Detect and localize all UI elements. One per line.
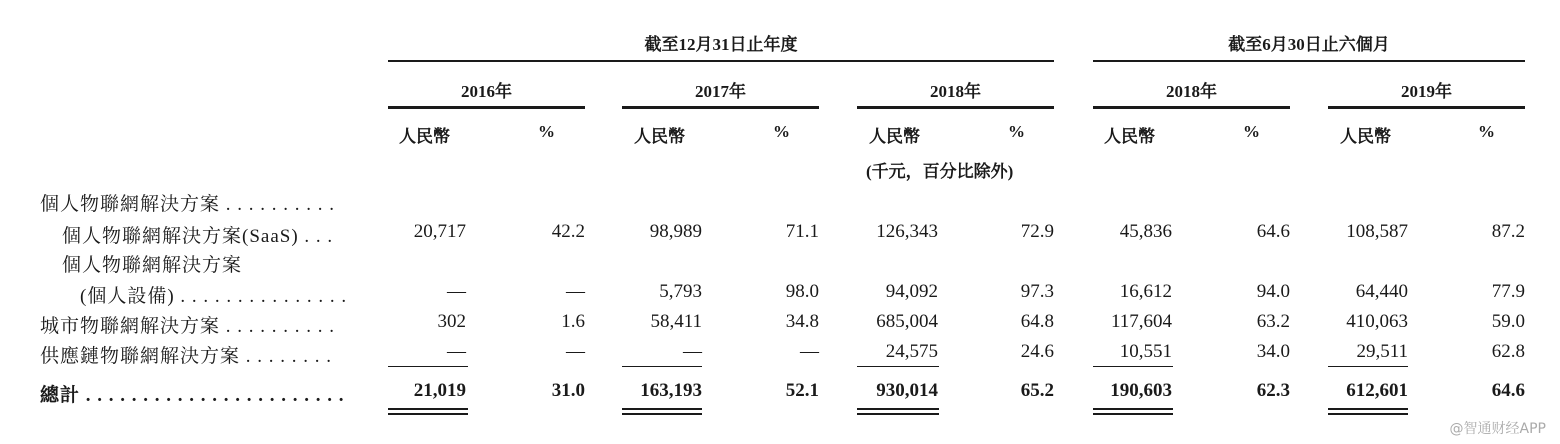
unit-note: (千元，百分比除外) (866, 162, 1014, 181)
col-rmb-2018: 人民幣 (869, 127, 920, 146)
cell-devices-2019h1-pct: 77.9 (1491, 281, 1525, 302)
row-label-personal-iot-devices-line2: (個人設備) . . . . . . . . . . . . . . . (80, 286, 348, 307)
total-double-rule-2016-b (388, 413, 468, 415)
cell-devices-2018-rmb: 94,092 (885, 281, 938, 302)
year-header-2018-h1: 2018年 (1166, 82, 1217, 101)
cell-city-2017-rmb: 58,411 (650, 311, 702, 332)
cell-saas-2018-rmb: 126,343 (876, 221, 938, 242)
year-header-2018: 2018年 (930, 82, 981, 101)
row-label-personal-iot-devices-line1: 個人物聯網解決方案 (62, 255, 243, 276)
cell-saas-2018-pct: 72.9 (1020, 221, 1054, 242)
cell-total-2018h1-pct: 62.3 (1256, 380, 1290, 401)
cell-total-2018-rmb: 930,014 (876, 380, 938, 401)
year-rule-2018 (857, 106, 1054, 109)
cell-supply-2019h1-rmb: 29,511 (1356, 341, 1408, 362)
cell-total-2018h1-rmb: 190,603 (1110, 380, 1172, 401)
cell-saas-2018h1-pct: 64.6 (1256, 221, 1290, 242)
cell-total-2016-rmb: 21,019 (413, 380, 466, 401)
year-header-2017: 2017年 (695, 82, 746, 101)
cell-saas-2018h1-rmb: 45,836 (1119, 221, 1172, 242)
subtotal-rule-2016 (388, 366, 468, 367)
subtotal-rule-2018-h1 (1093, 366, 1173, 367)
year-rule-2017 (622, 106, 819, 109)
row-label-total: 總計 . . . . . . . . . . . . . . . . . . . . . . . (40, 385, 345, 406)
row-label-city-iot: 城市物聯網解決方案 . . . . . . . . . . (40, 316, 336, 337)
subtotal-rule-2018 (857, 366, 939, 367)
cell-city-2018-pct: 64.8 (1020, 311, 1054, 332)
cell-supply-2018-rmb: 24,575 (885, 341, 938, 362)
cell-city-2019h1-rmb: 410,063 (1346, 311, 1408, 332)
total-double-rule-2017-a (622, 408, 702, 410)
cell-saas-2016-rmb: 20,717 (413, 221, 466, 242)
cell-city-2018h1-pct: 63.2 (1256, 311, 1290, 332)
col-pct-2018-h1: % (1243, 122, 1260, 141)
cell-saas-2019h1-rmb: 108,587 (1346, 221, 1408, 242)
col-rmb-2017: 人民幣 (634, 127, 685, 146)
cell-supply-2018-pct: 24.6 (1020, 341, 1054, 362)
total-double-rule-2018-b (857, 413, 939, 415)
cell-city-2019h1-pct: 59.0 (1491, 311, 1525, 332)
year-header-2019-h1: 2019年 (1401, 82, 1452, 101)
cell-supply-2017-rmb: — (683, 341, 702, 362)
group-header-six-months: 截至6月30日止六個月 (1228, 35, 1390, 54)
col-rmb-2016: 人民幣 (399, 127, 450, 146)
cell-supply-2016-pct: — (566, 341, 585, 362)
cell-total-2017-pct: 52.1 (785, 380, 819, 401)
cell-devices-2016-rmb: — (447, 281, 466, 302)
cell-devices-2018h1-rmb: 16,612 (1119, 281, 1172, 302)
subtotal-rule-2019-h1 (1328, 366, 1408, 367)
group-rule-six-months (1093, 60, 1525, 62)
cell-supply-2019h1-pct: 62.8 (1491, 341, 1525, 362)
year-rule-2018-h1 (1093, 106, 1290, 109)
group-header-fiscal-year: 截至12月31日止年度 (644, 35, 798, 54)
cell-city-2016-rmb: 302 (437, 311, 466, 332)
cell-supply-2018h1-rmb: 10,551 (1119, 341, 1172, 362)
cell-saas-2017-rmb: 98,989 (649, 221, 702, 242)
col-rmb-2018-h1: 人民幣 (1104, 127, 1155, 146)
cell-total-2016-pct: 31.0 (551, 380, 585, 401)
cell-city-2018h1-rmb: 117,604 (1110, 311, 1172, 332)
cell-devices-2018-pct: 97.3 (1020, 281, 1054, 302)
year-rule-2019-h1 (1328, 106, 1525, 109)
cell-devices-2017-pct: 98.0 (785, 281, 819, 302)
cell-city-2017-pct: 34.8 (785, 311, 819, 332)
total-double-rule-2019-h1-a (1328, 408, 1408, 410)
total-double-rule-2016-a (388, 408, 468, 410)
cell-devices-2019h1-rmb: 64,440 (1355, 281, 1408, 302)
cell-supply-2016-rmb: — (447, 341, 466, 362)
col-pct-2017: % (773, 122, 790, 141)
watermark: @智通财经APP (1449, 421, 1546, 437)
col-pct-2018: % (1008, 122, 1025, 141)
group-rule-fiscal-year (388, 60, 1054, 62)
total-double-rule-2018-a (857, 408, 939, 410)
cell-city-2018-rmb: 685,004 (876, 311, 938, 332)
col-pct-2016: % (538, 122, 555, 141)
total-double-rule-2018-h1-a (1093, 408, 1173, 410)
row-label-personal-iot-saas: 個人物聯網解決方案(SaaS) . . . (62, 226, 334, 247)
row-label-supply-chain-iot: 供應鏈物聯網解決方案 . . . . . . . . (40, 346, 333, 367)
cell-total-2017-rmb: 163,193 (640, 380, 702, 401)
cell-total-2019h1-pct: 64.6 (1491, 380, 1525, 401)
cell-supply-2018h1-pct: 34.0 (1256, 341, 1290, 362)
cell-city-2016-pct: 1.6 (561, 311, 585, 332)
cell-saas-2016-pct: 42.2 (551, 221, 585, 242)
cell-saas-2019h1-pct: 87.2 (1491, 221, 1525, 242)
cell-supply-2017-pct: — (800, 341, 819, 362)
cell-devices-2018h1-pct: 94.0 (1256, 281, 1290, 302)
total-double-rule-2017-b (622, 413, 702, 415)
subtotal-rule-2017 (622, 366, 702, 367)
total-double-rule-2018-h1-b (1093, 413, 1173, 415)
year-header-2016: 2016年 (461, 82, 512, 101)
cell-total-2018-pct: 65.2 (1020, 380, 1054, 401)
year-rule-2016 (388, 106, 585, 109)
col-pct-2019-h1: % (1478, 122, 1495, 141)
total-double-rule-2019-h1-b (1328, 413, 1408, 415)
col-rmb-2019-h1: 人民幣 (1340, 127, 1391, 146)
cell-total-2019h1-rmb: 612,601 (1346, 380, 1408, 401)
cell-devices-2016-pct: — (566, 281, 585, 302)
row-label-personal-iot: 個人物聯網解決方案 . . . . . . . . . . (40, 194, 336, 215)
cell-saas-2017-pct: 71.1 (785, 221, 819, 242)
cell-devices-2017-rmb: 5,793 (659, 281, 702, 302)
